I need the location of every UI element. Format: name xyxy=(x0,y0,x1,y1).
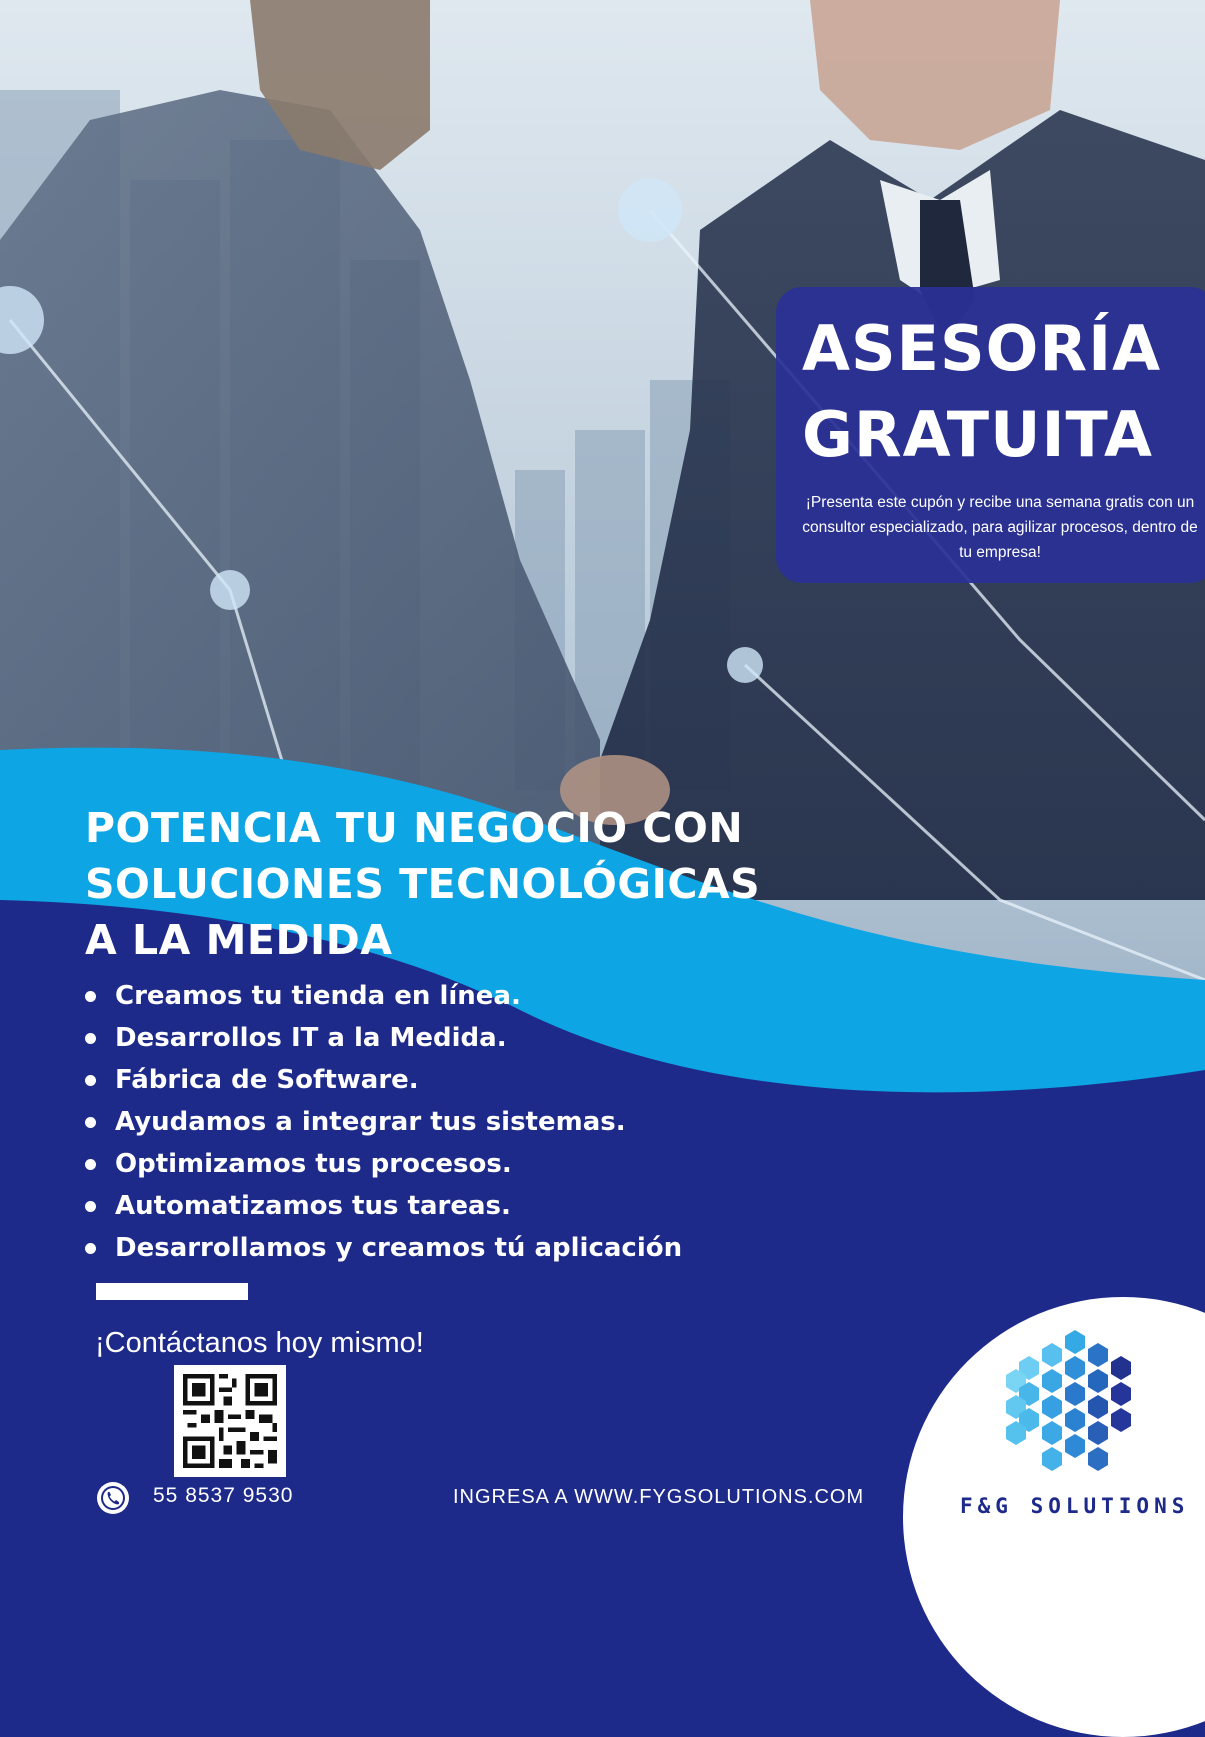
list-item xyxy=(85,1101,682,1143)
promo-description: ¡Presenta este cupón y recibe una semana gratis con un consultor especializado, para agilizar procesos, dentro de tu empresa! xyxy=(802,494,1198,561)
promo-title-line-1: ASESORÍA xyxy=(802,312,1162,385)
whatsapp-phone-icon[interactable] xyxy=(96,1481,130,1515)
divider xyxy=(96,1283,248,1300)
headline-line-1: POTENCIA TU NEGOCIO CON xyxy=(85,804,744,852)
service-label: Creamos tu tienda en línea. xyxy=(115,981,521,1011)
brand-name: F&G SOLUTIONS xyxy=(960,1494,1190,1518)
list-item xyxy=(85,975,682,1017)
bullet-icon xyxy=(85,991,96,1002)
service-label: Fábrica de Software. xyxy=(115,1065,419,1095)
headline-line-3: A LA MEDIDA xyxy=(85,916,393,964)
qr-code[interactable] xyxy=(174,1365,286,1477)
service-label: Desarrollos IT a la Medida. xyxy=(115,1023,507,1053)
contact-label: ¡Contáctanos hoy mismo! xyxy=(95,1327,424,1359)
bullet-icon xyxy=(85,1243,96,1254)
bullet-icon xyxy=(85,1075,96,1086)
bullet-icon xyxy=(85,1201,96,1212)
list-item xyxy=(85,1185,682,1227)
headline xyxy=(85,800,845,968)
website-link[interactable]: INGRESA A WWW.FYGSOLUTIONS.COM xyxy=(453,1486,865,1508)
promo-title xyxy=(802,306,1202,478)
phone-number[interactable]: 55 8537 9530 xyxy=(153,1484,294,1507)
bullet-icon xyxy=(85,1159,96,1170)
service-label: Ayudamos a integrar tus sistemas. xyxy=(115,1107,626,1137)
promo-title-line-2: GRATUITA xyxy=(802,398,1153,471)
service-label: Desarrollamos y creamos tú aplicación xyxy=(115,1233,683,1263)
service-label: Automatizamos tus tareas. xyxy=(115,1191,511,1221)
services-list xyxy=(85,975,682,1269)
list-item xyxy=(85,1059,682,1101)
bullet-icon xyxy=(85,1033,96,1044)
list-item xyxy=(85,1143,682,1185)
list-item xyxy=(85,1017,682,1059)
bullet-icon xyxy=(85,1117,96,1128)
headline-line-2: SOLUCIONES TECNOLÓGICAS xyxy=(85,860,761,908)
hexagon-cube-logo-icon xyxy=(1000,1330,1150,1480)
list-item xyxy=(85,1227,682,1269)
service-label: Optimizamos tus procesos. xyxy=(115,1149,512,1179)
